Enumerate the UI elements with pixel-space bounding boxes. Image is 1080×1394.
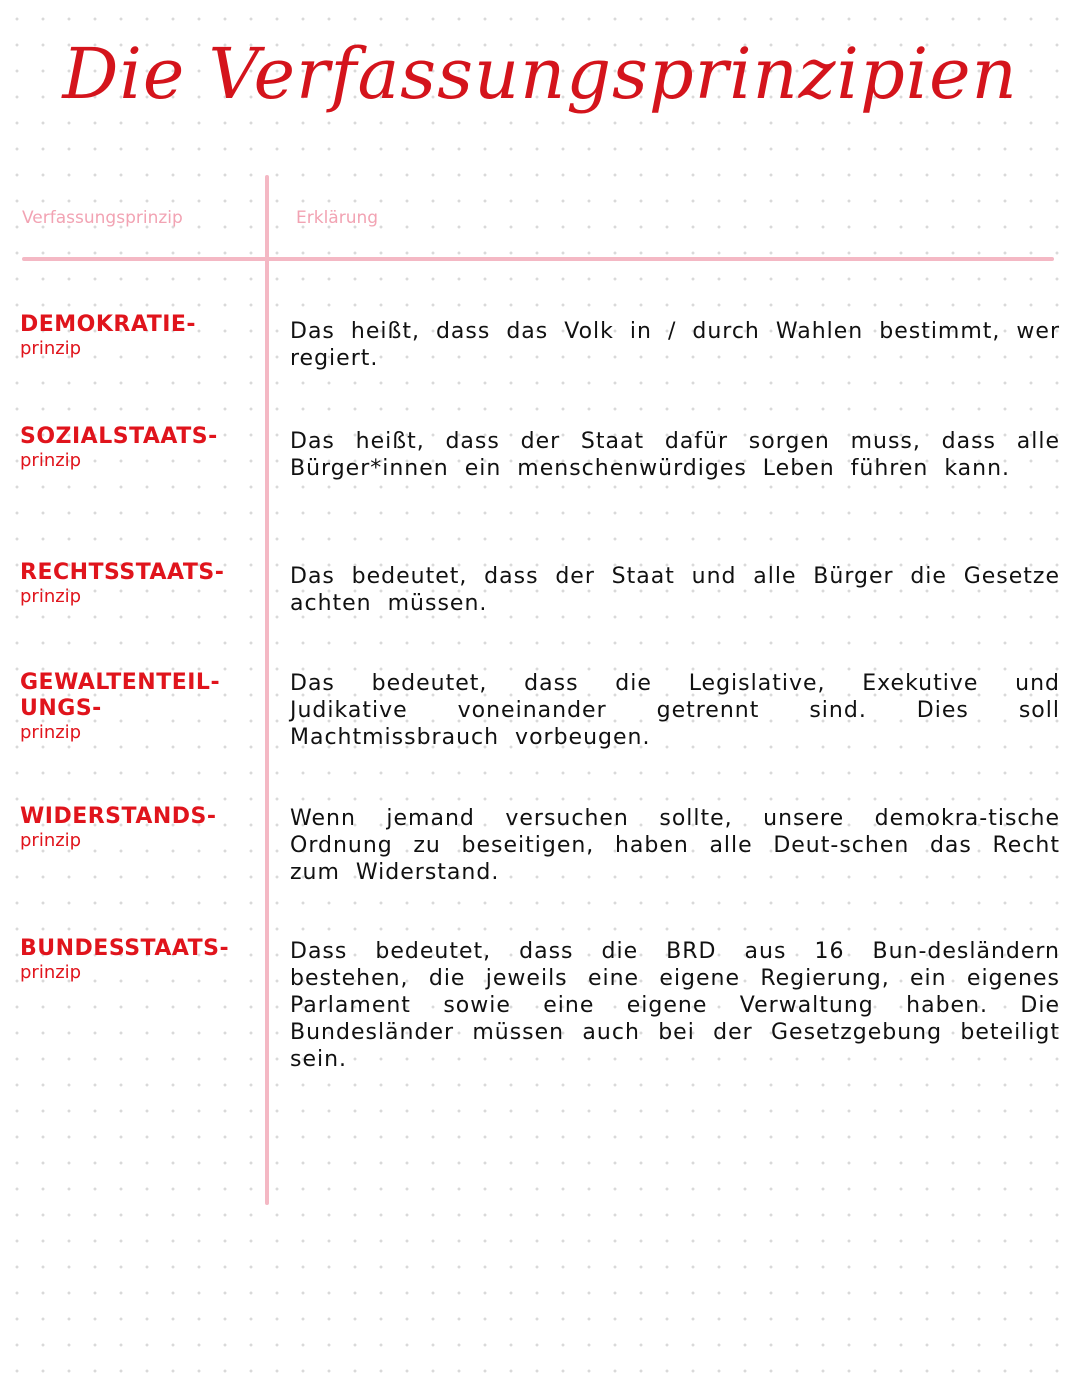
explanation-bundesstaat: Dass bedeutet, dass die BRD aus 16 Bun-desländern bestehen, die jeweils eine eigene Regierung, ein eigenes Parlament sowie eine eigene Verwaltung haben. Die Bundesländer müssen auch bei der Gesetzgebung beteiligt sein. [290,939,1060,1072]
table-header-divider [22,257,1054,261]
column-header-principle: Verfassungsprinzip [22,208,183,228]
principle-name: BUNDESSTAATS- [20,936,230,961]
column-header-explanation: Erklärung [296,208,379,228]
explanation-rechtsstaat: Das bedeutet, dass der Staat und alle Bürger die Gesetze achten müssen. [290,564,1060,616]
explanation-demokratie: Das heißt, dass das Volk in / durch Wahlen bestimmt, wer regiert. [290,319,1060,371]
principle-suffix: prinzip [20,722,82,743]
principle-sozialstaat [20,424,260,472]
principle-rechtsstaat [20,560,260,608]
principle-name: DEMOKRATIE- [20,312,197,337]
principle-name: GEWALTENTEIL- UNGS- [20,670,221,721]
principle-suffix: prinzip [20,830,82,851]
principle-demokratie [20,312,260,360]
principle-suffix: prinzip [20,962,82,983]
principle-suffix: prinzip [20,586,82,607]
page-title: Die Verfassungsprinzipien [62,33,1018,115]
principle-gewaltenteilung [20,670,240,744]
principle-bundesstaat [20,936,260,984]
explanation-widerstand: Wenn jemand versuchen sollte, unsere demokra-tische Ordnung zu beseitigen, haben alle Deut-schen das Recht zum Widerstand. [290,806,1060,885]
principle-suffix: prinzip [20,450,82,471]
principle-name: RECHTSSTAATS- [20,560,225,585]
principle-widerstand [20,804,260,852]
principle-name: WIDERSTANDS- [20,804,217,829]
principle-suffix: prinzip [20,338,82,359]
table-column-divider [265,175,269,1205]
explanation-sozialstaat: Das heißt, dass der Staat dafür sorgen muss, dass alle Bürger*innen ein menschenwürdiges Leben führen kann. [290,429,1060,481]
principle-name: SOZIALSTAATS- [20,424,218,449]
explanation-gewaltenteilung: Das bedeutet, dass die Legislative, Exekutive und Judikative voneinander getrennt sind. Dies soll Machtmissbrauch vorbeugen. [290,671,1060,750]
